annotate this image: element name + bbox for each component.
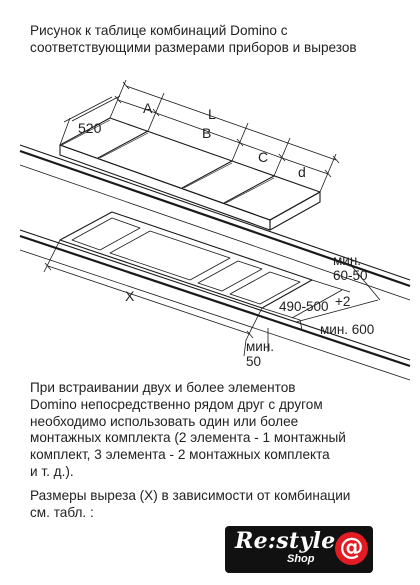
- paragraph-line: При встраивании двух и более элементов: [30, 380, 296, 395]
- caption-line: Рисунок к таблице комбинаций Domino с: [30, 23, 288, 38]
- cutout-note-paragraph: [30, 488, 410, 522]
- label-A: A: [143, 100, 153, 116]
- paragraph-line: см. табл. :: [30, 504, 94, 520]
- label-520: 520: [78, 120, 102, 136]
- paragraph-line: Domino непосредственно рядом друг с другом: [30, 396, 323, 412]
- at-icon: @: [335, 532, 368, 565]
- label-min-top: мин.: [333, 253, 362, 268]
- restyle-shop-logo[interactable]: [225, 526, 373, 573]
- diagram-labels: [78, 100, 374, 369]
- divider-c: [224, 176, 274, 203]
- cutout-openings: [60, 212, 312, 308]
- divider-b: [182, 161, 232, 188]
- appliance-right-side: [270, 192, 320, 230]
- paragraph-line: и т. д.).: [30, 463, 74, 479]
- logo-text: Re:style: [235, 528, 336, 554]
- label-C: C: [258, 149, 269, 165]
- label-plus2: +2: [335, 294, 351, 309]
- label-min600: мин. 600: [320, 322, 375, 337]
- label-L: L: [208, 106, 216, 122]
- appliance-front-face: [60, 145, 270, 230]
- label-d: d: [298, 164, 306, 180]
- label-X: X: [125, 288, 135, 304]
- label-min-bottom: мин.: [246, 339, 275, 354]
- caption-line: соответствующими размерами приборов и вырезов: [30, 40, 357, 55]
- instruction-paragraph: [30, 380, 410, 481]
- cutout-outline: [60, 212, 312, 308]
- logo-subtext: Shop: [287, 553, 315, 565]
- cutout-module-a: [72, 218, 140, 250]
- cutout-module-c: [198, 261, 262, 291]
- divider-a: [98, 131, 148, 158]
- paragraph-line: монтажных комплекта (2 элемента - 1 монтажный: [30, 430, 346, 446]
- label-60-50: 60-50: [333, 268, 368, 283]
- label-B: B: [202, 125, 212, 141]
- paragraph-line: Размеры выреза (X) в зависимости от комбинации: [30, 488, 351, 503]
- paragraph-line: комплект, 3 элемента - 2 монтажных комплекта: [30, 447, 330, 463]
- label-490-500: 490-500: [279, 299, 329, 314]
- label-50: 50: [246, 354, 262, 369]
- paragraph-line: необходимо использовать один или более: [30, 413, 299, 429]
